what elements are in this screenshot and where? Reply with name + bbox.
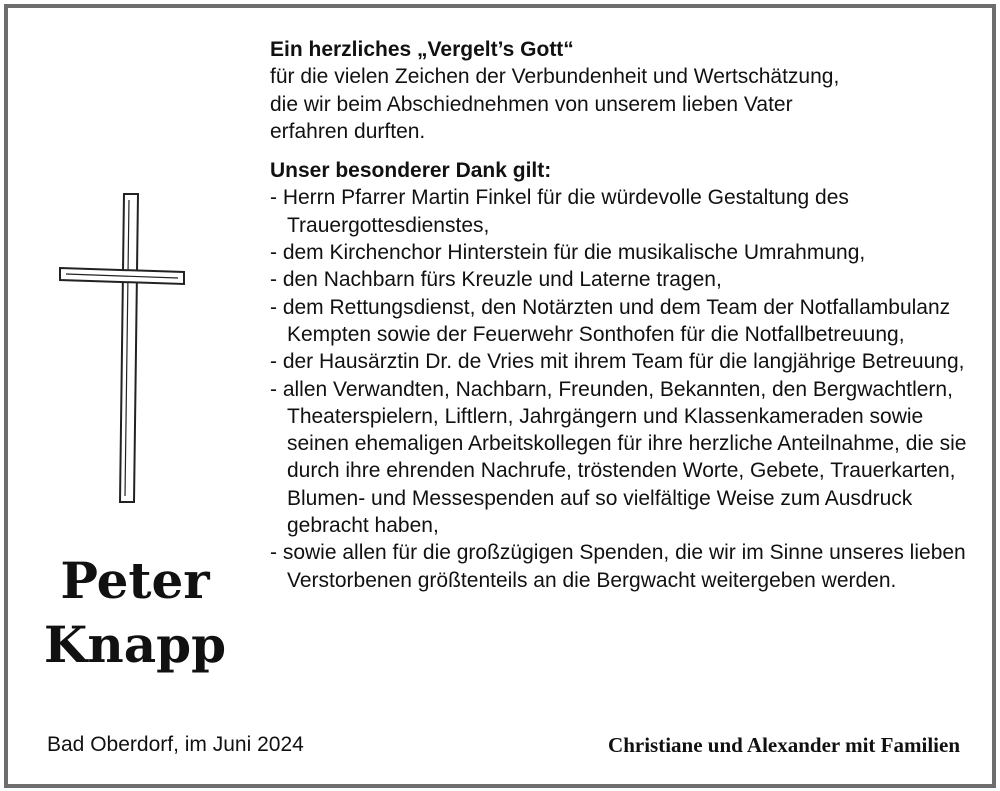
thanks-item: - Herrn Pfarrer Martin Finkel für die würdevolle Gestaltung des Trauergottesdienstes, (270, 184, 970, 239)
intro-line: für die vielen Zeichen der Verbundenheit und Wertschätzung, (270, 65, 840, 89)
thanks-item: - der Hausärztin Dr. de Vries mit ihrem Team für die langjährige Betreuung, (270, 348, 970, 375)
thanks-item: - allen Verwandten, Nachbarn, Freunden, Bekannten, den Bergwachtlern, Theaterspielern, Liftlern, Jahrgängern und Klassenkameraden sowie seinen ehemaligen Arbeitskollegen für ihre herzliche Anteilnahme, die sie durch ihre ehrenden Nachrufe, tröstenden Worte, Gebete, Trauerkarten, Blumen- und Messespenden auf so vielfältige Weise zum Ausdruck gebracht haben, (270, 376, 970, 540)
place-date: Bad Oberdorf, im Juni 2024 (47, 733, 304, 756)
thanks-item: - dem Rettungsdienst, den Notärzten und dem Team der Notfallambulanz Kempten sowie der Feuerwehr Sonthofen für die Notfallbetreuung, (270, 294, 970, 349)
signature: Christiane und Alexander mit Familien (608, 733, 960, 757)
intro-line: die wir beim Abschiednehmen von unserem lieben Vater (270, 92, 793, 116)
thanks-heading: Unser besonderer Dank gilt: (270, 159, 552, 183)
thanks-item: - dem Kirchenchor Hinterstein für die musikalische Umrahmung, (270, 239, 970, 266)
thanks-text (270, 36, 970, 594)
intro-line: erfahren durften. (270, 119, 426, 143)
thanks-item: - den Nachbarn fürs Kreuzle und Laterne tragen, (270, 266, 970, 293)
thanks-list (270, 184, 970, 593)
deceased-last-name: Knapp (43, 615, 227, 674)
deceased-first-name: Peter (60, 551, 210, 610)
thanks-item: - sowie allen für die großzügigen Spenden, die wir im Sinne unseres lieben Verstorbenen größtenteils an die Bergwacht weitergeben werden. (270, 539, 970, 594)
intro-heading: Ein herzliches „Vergelt’s Gott“ (270, 38, 574, 61)
cross-icon (58, 192, 188, 512)
